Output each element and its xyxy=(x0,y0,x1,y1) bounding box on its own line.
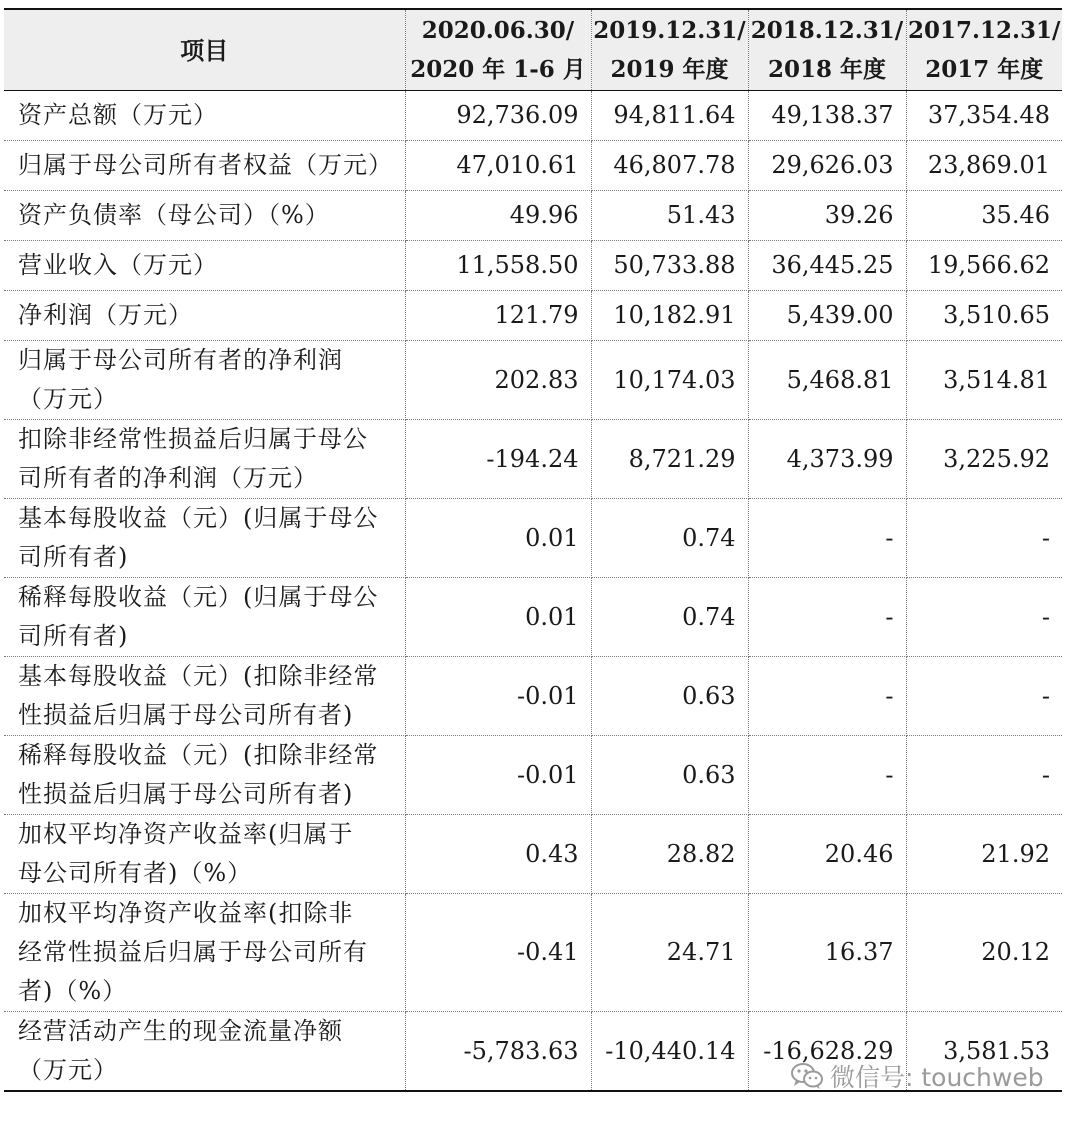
row-label xyxy=(4,894,405,1012)
row-label xyxy=(4,291,405,341)
header-row xyxy=(4,9,1062,91)
row-label-line: 者)（%） xyxy=(18,977,128,1005)
header-period-date: 2020.06.30/ xyxy=(421,17,575,44)
wechat-icon xyxy=(790,1061,824,1091)
table-row xyxy=(4,341,1062,420)
watermark-text: 微信号: touchweb xyxy=(830,1063,1044,1092)
table-row xyxy=(4,815,1062,894)
header-period-date: 2017.12.31/ xyxy=(908,17,1061,44)
row-value: 202.83 xyxy=(405,341,591,420)
row-value: 5,468.81 xyxy=(748,341,906,420)
row-value: 3,510.65 xyxy=(906,291,1062,341)
row-label xyxy=(4,815,405,894)
header-period-2018 xyxy=(748,9,906,91)
table-body xyxy=(4,91,1062,1092)
row-label-line: 母公司所有者)（%） xyxy=(18,859,253,887)
row-label xyxy=(4,657,405,736)
header-period-label: 2017 年度 xyxy=(925,56,1044,83)
row-value: - xyxy=(748,499,906,578)
row-value: 8,721.29 xyxy=(591,420,748,499)
row-label xyxy=(4,91,405,141)
header-period-2020h1 xyxy=(405,9,591,91)
row-value: 11,558.50 xyxy=(405,241,591,291)
header-period-2017 xyxy=(906,9,1062,91)
row-value: 0.43 xyxy=(405,815,591,894)
table-row xyxy=(4,91,1062,141)
row-value: - xyxy=(906,736,1062,815)
row-value: 0.63 xyxy=(591,736,748,815)
row-label xyxy=(4,241,405,291)
row-label xyxy=(4,499,405,578)
row-value: 0.01 xyxy=(405,578,591,657)
table-row xyxy=(4,191,1062,241)
table-row xyxy=(4,657,1062,736)
table-row xyxy=(4,736,1062,815)
row-value: 0.63 xyxy=(591,657,748,736)
row-value: 49.96 xyxy=(405,191,591,241)
row-value: 46,807.78 xyxy=(591,141,748,191)
row-value: 94,811.64 xyxy=(591,91,748,141)
header-period-label: 2019 年度 xyxy=(610,56,729,83)
row-label-line: 性损益后归属于母公司所有者) xyxy=(18,780,354,808)
row-value: 36,445.25 xyxy=(748,241,906,291)
row-value: 16.37 xyxy=(748,894,906,1012)
row-value: -0.01 xyxy=(405,657,591,736)
row-value: 10,174.03 xyxy=(591,341,748,420)
row-value: 50,733.88 xyxy=(591,241,748,291)
row-label xyxy=(4,141,405,191)
row-label-line: 基本每股收益（元）(归属于母公 xyxy=(18,504,379,532)
row-value: -10,440.14 xyxy=(591,1012,748,1092)
row-value: 51.43 xyxy=(591,191,748,241)
row-value: 37,354.48 xyxy=(906,91,1062,141)
row-value: 3,514.81 xyxy=(906,341,1062,420)
row-value: -5,783.63 xyxy=(405,1012,591,1092)
row-label-line: 营业收入（万元） xyxy=(18,251,218,279)
header-item: 项目 xyxy=(4,9,405,91)
row-label xyxy=(4,191,405,241)
row-value: -0.01 xyxy=(405,736,591,815)
row-value: 5,439.00 xyxy=(748,291,906,341)
row-value: 10,182.91 xyxy=(591,291,748,341)
row-label-line: 司所有者) xyxy=(18,543,129,571)
row-value: 29,626.03 xyxy=(748,141,906,191)
row-label-line: 经常性损益后归属于母公司所有 xyxy=(18,938,368,966)
row-value: 35.46 xyxy=(906,191,1062,241)
row-label-line: 基本每股收益（元）(扣除非经常 xyxy=(18,662,379,690)
row-value: 92,736.09 xyxy=(405,91,591,141)
row-value: 39.26 xyxy=(748,191,906,241)
row-value: 49,138.37 xyxy=(748,91,906,141)
table-row xyxy=(4,499,1062,578)
table-row xyxy=(4,894,1062,1012)
row-label-line: 司所有者) xyxy=(18,622,129,650)
row-label-line: 净利润（万元） xyxy=(18,301,193,329)
row-label-line: 经营活动产生的现金流量净额 xyxy=(18,1017,343,1045)
header-period-label: 2020 年 1-6 月 xyxy=(410,56,586,83)
row-label-line: 稀释每股收益（元）(归属于母公 xyxy=(18,583,379,611)
row-value: - xyxy=(748,578,906,657)
row-label-line: 司所有者的净利润（万元） xyxy=(18,464,318,492)
row-value: - xyxy=(748,657,906,736)
header-period-date: 2019.12.31/ xyxy=(593,17,746,44)
row-value: -16,628.29 xyxy=(748,1012,906,1092)
row-label-line: 扣除非经常性损益后归属于母公 xyxy=(18,425,368,453)
row-value: 19,566.62 xyxy=(906,241,1062,291)
header-period-label: 2018 年度 xyxy=(767,56,887,83)
header-period-date: 2018.12.31/ xyxy=(750,17,904,44)
row-label-line: 归属于母公司所有者的净利润 xyxy=(18,346,343,374)
row-label xyxy=(4,1012,405,1092)
row-label-line: （万元） xyxy=(18,385,118,413)
watermark xyxy=(790,1058,1044,1094)
row-value: - xyxy=(906,499,1062,578)
row-label-line: 性损益后归属于母公司所有者) xyxy=(18,701,354,729)
row-value: 20.12 xyxy=(906,894,1062,1012)
row-value: - xyxy=(906,657,1062,736)
row-label-line: 稀释每股收益（元）(扣除非经常 xyxy=(18,741,379,769)
row-value: 121.79 xyxy=(405,291,591,341)
table-row xyxy=(4,578,1062,657)
row-value: 4,373.99 xyxy=(748,420,906,499)
row-label xyxy=(4,341,405,420)
row-label-line: 资产总额（万元） xyxy=(18,101,218,129)
row-label-line: 归属于母公司所有者权益（万元） xyxy=(18,151,393,179)
table-row xyxy=(4,141,1062,191)
header-period-2019 xyxy=(591,9,748,91)
table-row xyxy=(4,291,1062,341)
row-value: 47,010.61 xyxy=(405,141,591,191)
row-label-line: 加权平均净资产收益率(归属于 xyxy=(18,820,354,848)
row-value: 20.46 xyxy=(748,815,906,894)
row-value: 24.71 xyxy=(591,894,748,1012)
row-value: 3,225.92 xyxy=(906,420,1062,499)
row-value: 0.74 xyxy=(591,578,748,657)
row-label xyxy=(4,736,405,815)
row-label xyxy=(4,420,405,499)
row-value: 28.82 xyxy=(591,815,748,894)
table-row xyxy=(4,241,1062,291)
row-value: -194.24 xyxy=(405,420,591,499)
row-value: 23,869.01 xyxy=(906,141,1062,191)
row-value: 21.92 xyxy=(906,815,1062,894)
table-row xyxy=(4,420,1062,499)
row-value: -0.41 xyxy=(405,894,591,1012)
row-label-line: 资产负债率（母公司）（%） xyxy=(18,201,330,229)
row-label xyxy=(4,578,405,657)
row-value: 0.74 xyxy=(591,499,748,578)
row-value: - xyxy=(748,736,906,815)
row-value: - xyxy=(906,578,1062,657)
row-value: 3,581.53 xyxy=(906,1012,1062,1092)
financial-summary-table xyxy=(4,8,1062,1092)
row-value: 0.01 xyxy=(405,499,591,578)
row-label-line: （万元） xyxy=(18,1056,118,1084)
row-label-line: 加权平均净资产收益率(扣除非 xyxy=(18,899,354,927)
